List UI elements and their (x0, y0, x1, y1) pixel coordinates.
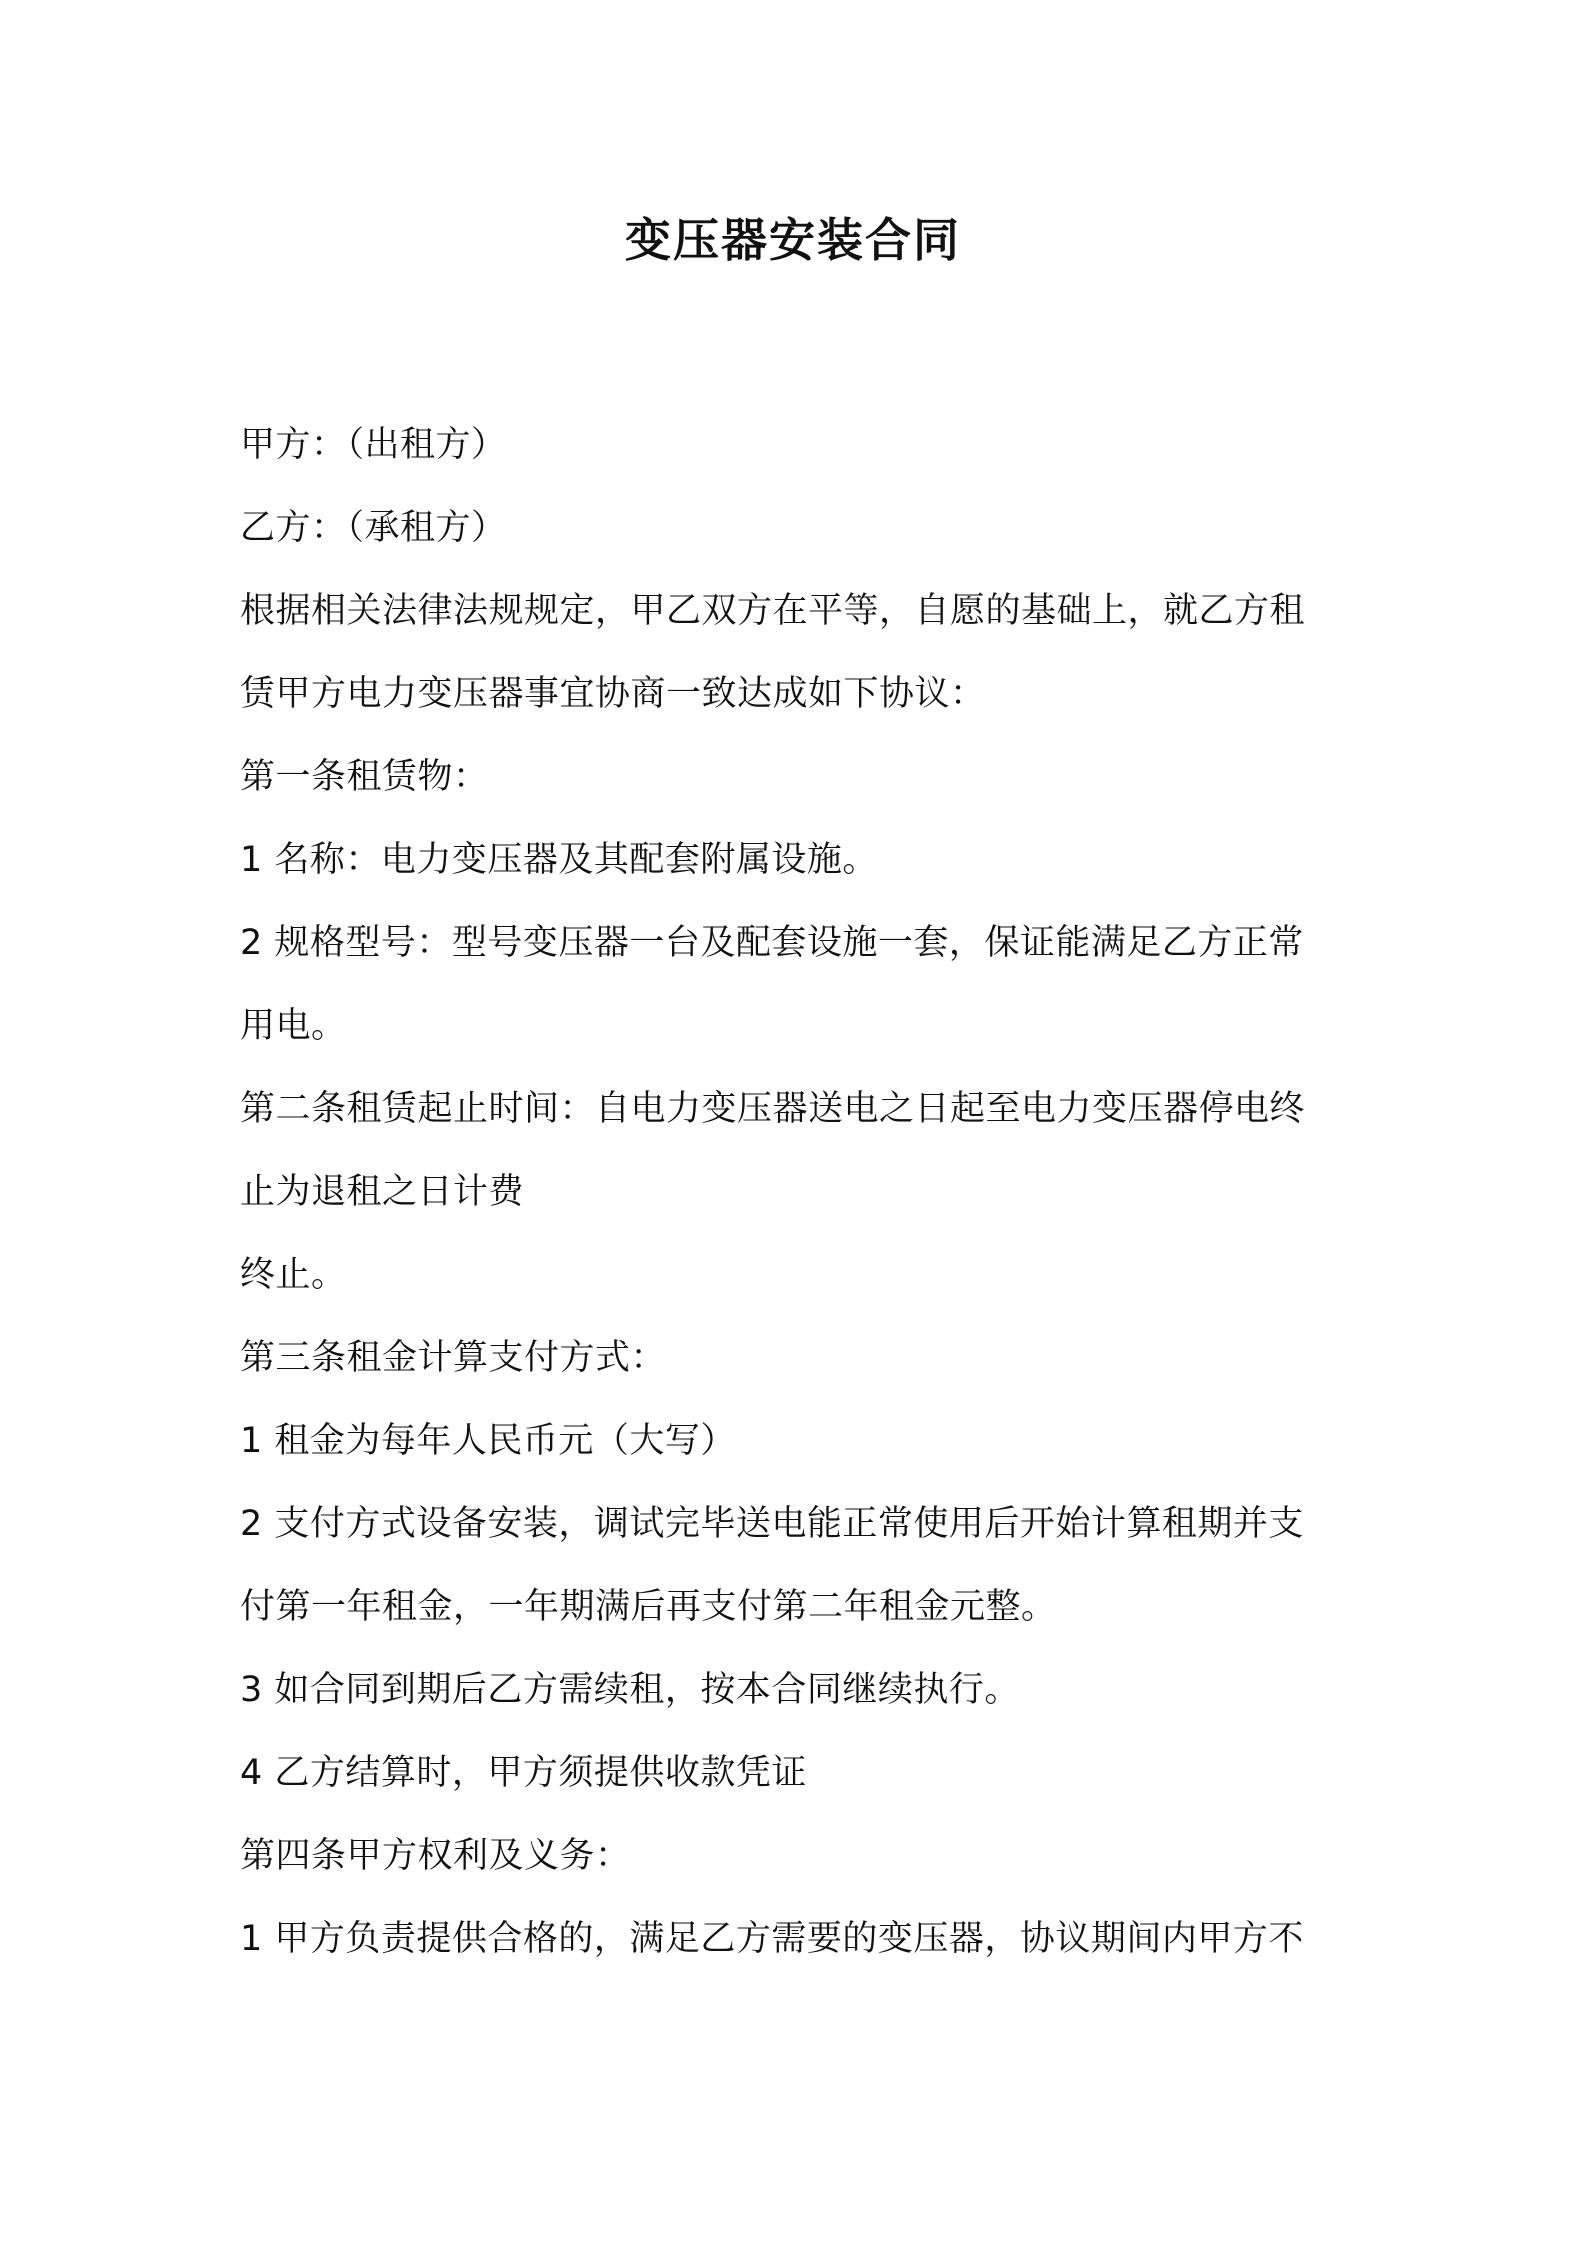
article-1-item-2-line-2: 用电。 (240, 1006, 347, 1046)
article-3-item-2-line-1: 2 支付方式设备安装，调试完毕送电能正常使用后开始计算租期并支 (240, 1504, 1304, 1544)
document-body (240, 404, 1360, 1981)
preamble-line-2: 赁甲方电力变压器事宜协商一致达成如下协议： (240, 674, 986, 714)
article-1-heading: 第一条租赁物： (240, 757, 489, 797)
article-3-heading: 第三条租金计算支付方式： (240, 1338, 667, 1378)
party-b-line: 乙方：（承租方） (240, 508, 507, 548)
article-3-item-2-line-2: 付第一年租金，一年期满后再支付第二年租金元整。 (240, 1587, 1057, 1627)
article-1-item-2-line-1: 2 规格型号：型号变压器一台及配套设施一套，保证能满足乙方正常 (240, 923, 1304, 963)
article-3-item-4: 4 乙方结算时，甲方须提供收款凭证 (240, 1753, 807, 1793)
article-1-item-1: 1 名称：电力变压器及其配套附属设施。 (240, 840, 878, 880)
article-3-item-3: 3 如合同到期后乙方需续租，按本合同继续执行。 (240, 1670, 1020, 1710)
article-3-item-1: 1 租金为每年人民币元（大写） (240, 1421, 736, 1461)
preamble-line-1: 根据相关法律法规规定，甲乙双方在平等，自愿的基础上，就乙方租 (240, 591, 1306, 631)
article-2-line-2: 止为退租之日计费 (240, 1172, 525, 1212)
party-a-line: 甲方：（出租方） (240, 425, 507, 465)
article-4-item-1-line-1: 1 甲方负责提供合格的，满足乙方需要的变压器，协议期间内甲方不 (240, 1919, 1304, 1959)
document-title: 变压器安装合同 (625, 213, 961, 267)
article-2-line-1: 第二条租赁起止时间：自电力变压器送电之日起至电力变压器停电终 (240, 1089, 1306, 1129)
article-4-heading: 第四条甲方权利及义务： (240, 1836, 631, 1876)
article-2-line-3: 终止。 (240, 1255, 347, 1295)
